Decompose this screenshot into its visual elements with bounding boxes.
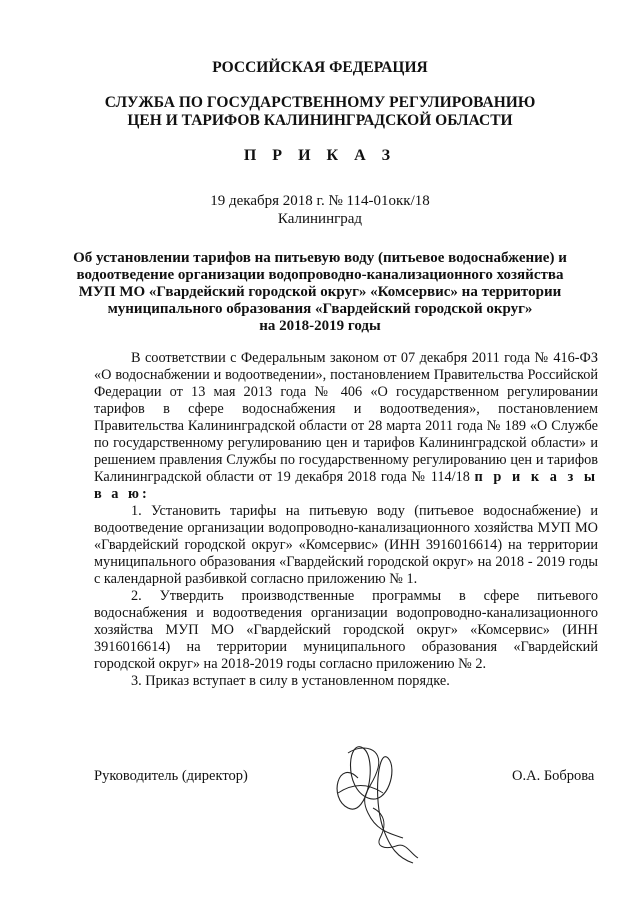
preamble-text: В соответствии с Федеральным законом от 07 декабря 2011 года № 416-ФЗ «О водоснабжении и водоотведении», постановлением Правительства Российской Федерации от 13 мая 2013 года № 406 «О государственном регулировании тарифов в сфере водоснабжения и водоотведения», постановлением Правительства Калининградской области от 28 марта 2011 года № 189 «О Службе по государственному регулированию цен и тарифов Калининградской области» и решением правления Службы по государственному регулированию цен и тарифов Калининградской области от 19 декабря 2018 года № 114/18 (94, 350, 598, 485)
agency-heading-line1: СЛУЖБА ПО ГОСУДАРСТВЕННОМУ РЕГУЛИРОВАНИЮ (104, 94, 536, 111)
city-line: Калининград (277, 211, 363, 227)
item-2-paragraph: 2. Утвердить производственные программы в сфере питьевого водоснабжения и водоотведения организации водопроводно-канализационного хозяйства МУП МО «Гвардейский городской округ» «Комсервис» (ИНН 3916016614) на территории муниципального образования «Гвардейский городской округ» на 2018-2019 годы согласно приложению № 2. (94, 588, 598, 672)
order-title-line5: на 2018-2019 годы (259, 318, 381, 334)
signatory-position: Руководитель (директор) (94, 768, 248, 784)
handwritten-signature (318, 738, 428, 868)
order-body (94, 350, 598, 690)
order-title-line4: муниципального образования «Гвардейский городской округ» (107, 301, 533, 317)
country-heading: РОССИЙСКАЯ ФЕДЕРАЦИЯ (212, 59, 428, 76)
order-title-line2: водоотведение организации водопроводно-канализационного хозяйства (76, 267, 564, 283)
order-title-line1: Об установлении тарифов на питьевую воду (питьевое водоснабжение) и (73, 250, 567, 266)
item-3-paragraph: 3. Приказ вступает в силу в установленном порядке. (131, 673, 450, 689)
date-number-line: 19 декабря 2018 г. № 114-01окк/18 (210, 193, 430, 209)
item-1-paragraph: 1. Установить тарифы на питьевую воду (питьевое водоснабжение) и водоотведение организации водопроводно-канализационного хозяйства МУП МО «Гвардейский городской округ» «Комсервис» (ИНН 3916016614) на территории муниципального образования «Гвардейский городской округ» на 2018 - 2019 годы с календарной разбивкой согласно приложению № 1. (94, 503, 598, 587)
preamble-paragraph (94, 350, 598, 503)
signatory-name: О.А. Боброва (512, 768, 595, 784)
command-word: п р и к а з ы в а ю: (94, 469, 599, 502)
agency-heading-line2: ЦЕН И ТАРИФОВ КАЛИНИНГРАДСКОЙ ОБЛАСТИ (127, 112, 513, 129)
document-type-heading: П Р И К А З (243, 147, 397, 164)
order-title-line3: МУП МО «Гвардейский городской округ» «Комсервис» на территории (78, 284, 562, 300)
